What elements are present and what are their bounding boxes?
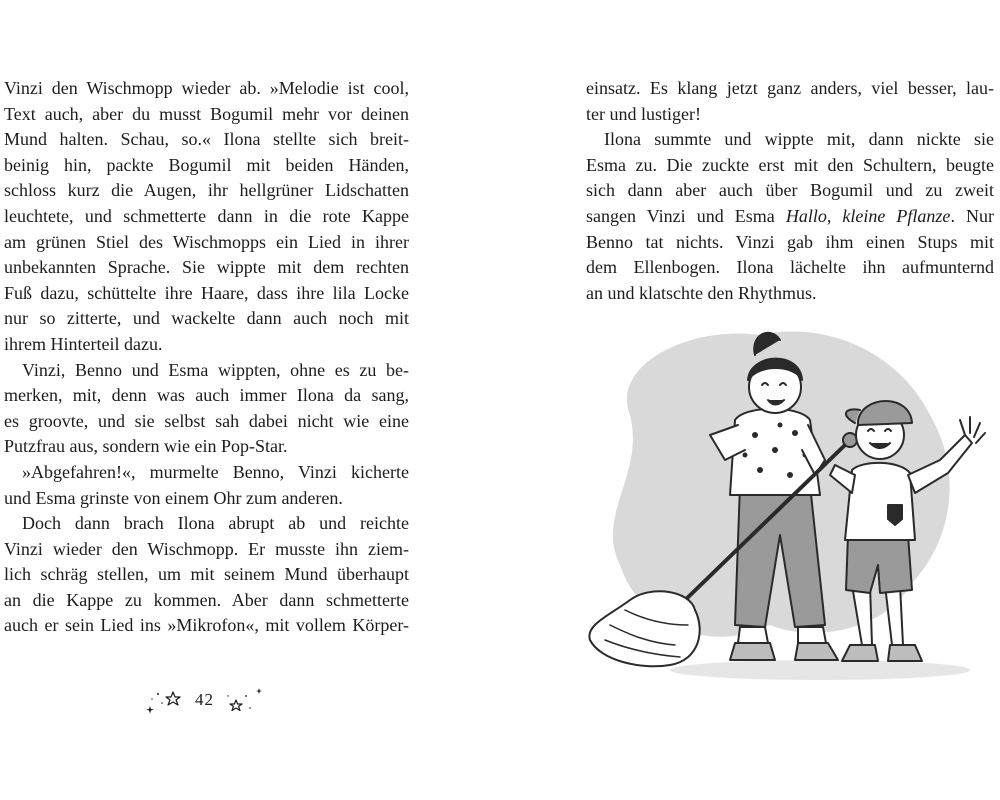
text-line: Fuß dazu, schüttelte ihre Haare, dass ihre lila Locke — [4, 282, 409, 303]
text-line: dem Ellenbogen. Ilona lächelte ihn aufmunternd — [586, 257, 994, 278]
text-line: ihrem Hinterteil dazu. — [4, 333, 163, 354]
text-line: Vinzi den Wischmopp wieder ab. »Melodie ist cool, — [4, 78, 409, 98]
text-line — [586, 204, 994, 230]
text-line: Ilona summte und wippte mit, dann nickte sie — [604, 129, 994, 150]
text-line: Putzfrau aus, sondern wie ein Pop-Star. — [4, 436, 288, 457]
text-line: schloss kurz die Augen, ihr hellgrüner Lidschatten — [4, 180, 409, 201]
text-line: leuchtete, und schmetterte dann in die rote Kappe — [4, 205, 409, 226]
text-line: Doch dann brach Ilona abrupt ab und reichte — [22, 513, 409, 534]
right-page-text — [586, 76, 994, 306]
text-line: ter und lustiger! — [586, 103, 701, 124]
text-line: Mund halten. Schau, so.« Ilona stellte sich breit- — [4, 129, 409, 150]
text-line: am grünen Stiel des Wischmopps ein Lied in ihrer — [4, 231, 409, 252]
left-page-text — [4, 76, 409, 639]
text-line: einsatz. Es klang jetzt ganz anders, viel besser, lau- — [586, 78, 994, 98]
floor-shadow — [670, 660, 970, 680]
text-line: und Esma grinste von einem Ohr zum anderen. — [4, 487, 343, 508]
text-line: an und klatschte den Rhythmus. — [586, 282, 817, 303]
text-line: »Abgefahren!«, murmelte Benno, Vinzi kicherte — [22, 461, 409, 482]
right-page — [500, 0, 1000, 800]
text-line: sich dann aber auch über Bogumil und zu zweit — [586, 180, 994, 201]
text-run: . Nur — [950, 205, 994, 226]
page-folio — [140, 686, 270, 716]
illustration-girl-and-boy-with-mop — [570, 325, 1000, 690]
song-title: Hallo, kleine Pflanze — [785, 205, 951, 226]
text-line: merken, mit, denn was auch immer Ilona da sang, — [4, 385, 409, 406]
text-run: sangen Vinzi und Esma — [586, 205, 786, 226]
text-line: auch er sein Lied ins »Mikrofon«, mit vollem Körper- — [4, 615, 409, 636]
page-number: 42 — [195, 690, 214, 709]
text-line: Text auch, aber du musst Bogumil mehr vor deinen — [4, 103, 409, 124]
text-line: lich schräg stellen, um mit seinem Mund überhaupt — [4, 564, 409, 585]
text-line: Vinzi, Benno und Esma wippten, ohne es zu be- — [22, 359, 409, 380]
text-line: an die Kappe zu kommen. Aber dann schmetterte — [4, 589, 409, 610]
text-line: Vinzi wieder den Wischmopp. Er musste ihn ziem- — [4, 538, 409, 559]
text-line: nur so zitterte, und wackelte dann auch noch mit — [4, 308, 409, 329]
illustration-drawing — [570, 325, 1000, 690]
text-line: beinig hin, packte Bogumil mit beiden Händen, — [4, 154, 409, 175]
text-line: Esma zu. Die zuckte erst mit den Schultern, beugte — [586, 154, 994, 175]
text-line: unbekannten Sprache. Sie wippte mit dem rechten — [4, 257, 409, 278]
text-line: es groovte, und sie selbst sah dabei nicht wie eine — [4, 410, 409, 431]
text-line: Benno tat nichts. Vinzi gab ihm einen Stups mit — [586, 231, 994, 252]
